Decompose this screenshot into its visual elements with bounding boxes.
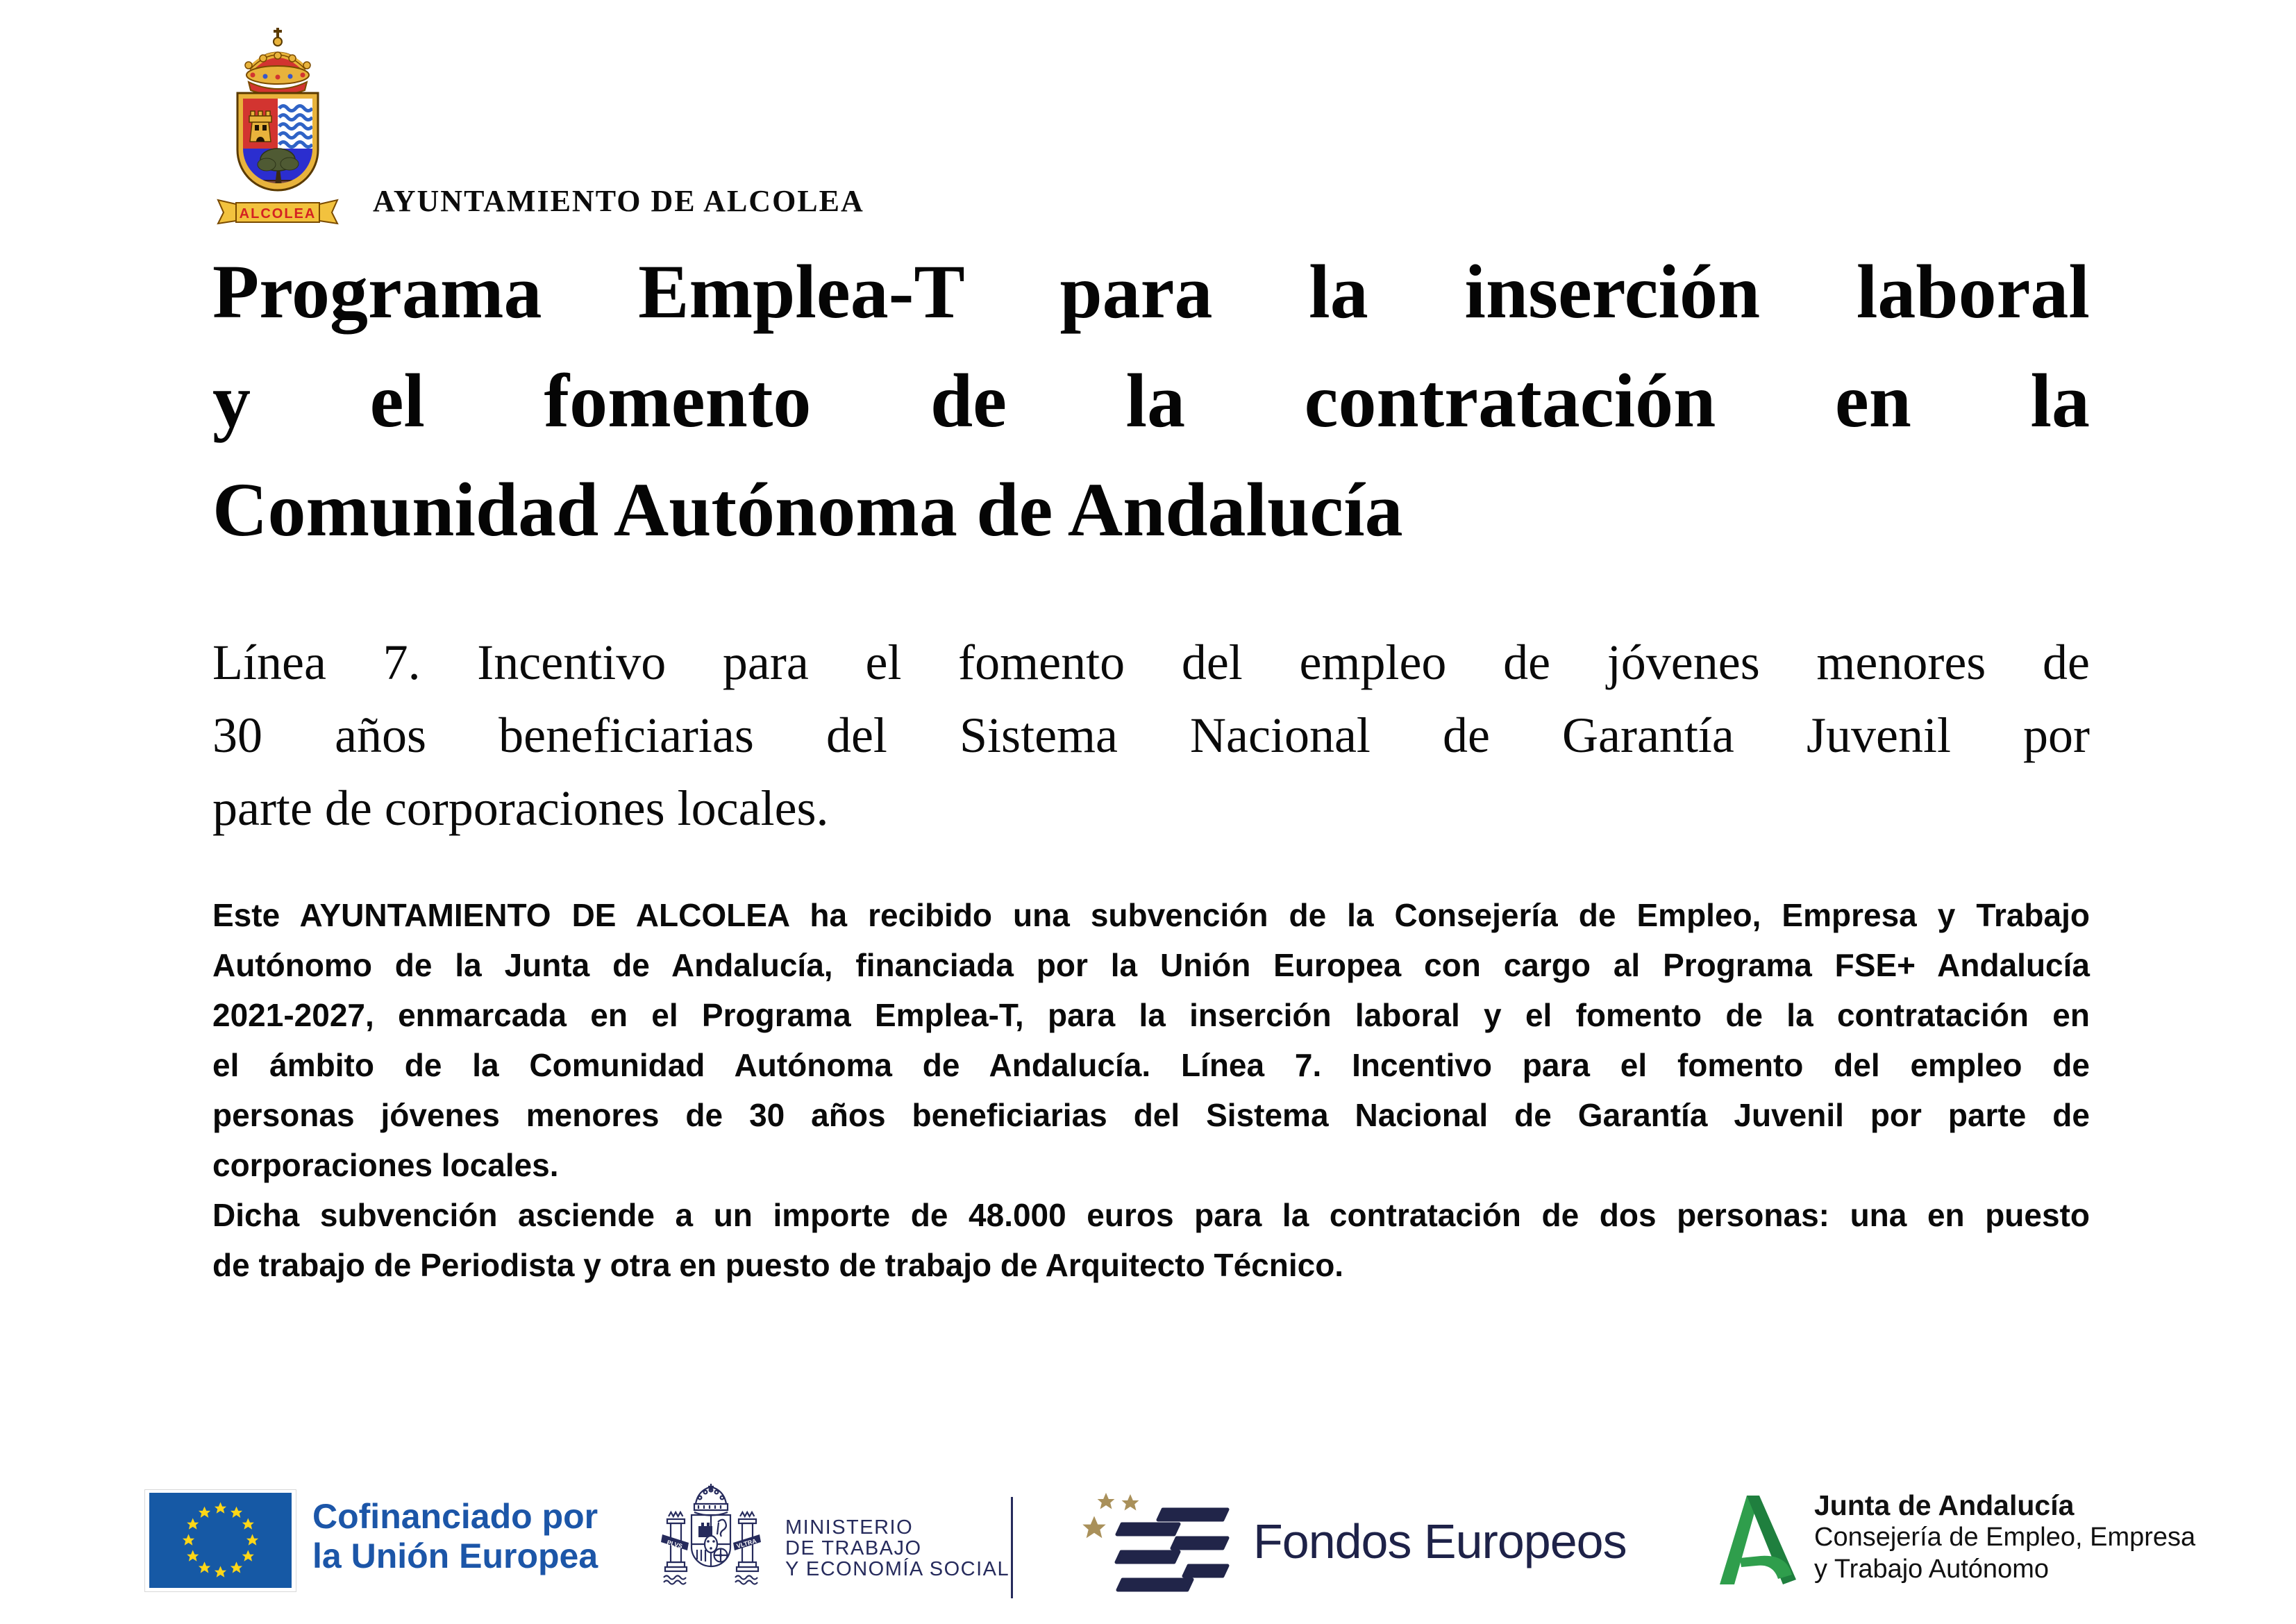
alcolea-coat-of-arms-icon: [208, 25, 347, 226]
subtitle-line: 30 años beneficiarias del Sistema Nacional de Garantía Juvenil por: [212, 708, 2090, 763]
subtitle-line: Línea 7. Incentivo para el fomento del empleo de jóvenes menores de: [212, 635, 2090, 690]
eu-cofinancing-label: [312, 1497, 598, 1576]
body-line: personas jóvenes menores de 30 años beneficiarias del Sistema Nacional de Garantía Juvenil por parte de: [212, 1097, 2090, 1133]
junta-department-line: Consejería de Empleo, Empresa: [1814, 1523, 2196, 1552]
junta-title: Junta de Andalucía: [1814, 1489, 2075, 1521]
title-line: y el fomento de la contratación en la: [212, 358, 2090, 443]
ministry-name: [785, 1517, 1009, 1580]
body-line: Este AYUNTAMIENTO DE ALCOLEA ha recibido una subvención de la Consejería de Empleo, Empresa y Trabajo: [212, 897, 2090, 933]
fondos-europeos-label: Fondos Europeos: [1253, 1514, 1627, 1568]
eu-label-line: Cofinanciado por: [312, 1497, 598, 1536]
body-line: 2021-2027, enmarcada en el Programa Emplea-T, para la inserción laboral y el fomento de la contratación en: [212, 997, 2090, 1033]
pillar-motto-right: VLTRA: [735, 1537, 757, 1550]
body-line: corporaciones locales.: [212, 1147, 559, 1183]
spain-coat-of-arms-icon: [660, 1482, 762, 1593]
title-line: Comunidad Autónoma de Andalucía: [212, 467, 1403, 552]
junta-de-andalucia-logo-icon: [1716, 1493, 1800, 1590]
subtitle: [212, 626, 2090, 845]
junta-department-line: y Trabajo Autónomo: [1814, 1555, 2049, 1584]
ministry-name-line: MINISTERIO: [785, 1516, 914, 1539]
eu-flag-icon: [144, 1489, 296, 1592]
page-title: [212, 237, 2090, 564]
footer-divider: [1011, 1497, 1013, 1598]
eu-label-line: la Unión Europea: [312, 1537, 598, 1575]
fondos-europeos-logo-icon: [1069, 1458, 1236, 1597]
body-line: Dicha subvención asciende a un importe de 48.000 euros para la contratación de dos personas: una en puesto: [212, 1197, 2090, 1233]
crest-banner-text: ALCOLEA: [239, 206, 317, 221]
ministry-name-line: Y ECONOMÍA SOCIAL: [785, 1558, 1010, 1580]
municipality-name: AYUNTAMIENTO DE ALCOLEA: [373, 184, 864, 218]
body-line: de trabajo de Periodista y otra en puesto de trabajo de Arquitecto Técnico.: [212, 1247, 1344, 1283]
subtitle-line: parte de corporaciones locales.: [212, 780, 829, 836]
body-text: [212, 890, 2090, 1290]
body-line: Autónomo de la Junta de Andalucía, financiada por la Unión Europea con cargo al Programa FSE+ Andalucía: [212, 947, 2090, 983]
ministry-name-line: DE TRABAJO: [785, 1537, 922, 1559]
title-line: Programa Emplea-T para la inserción laboral: [212, 249, 2090, 334]
junta-label: [1814, 1489, 2195, 1585]
body-line: el ámbito de la Comunidad Autónoma de Andalucía. Línea 7. Incentivo para el fomento del empleo de: [212, 1047, 2090, 1083]
pillar-motto-left: PLVS: [666, 1539, 684, 1550]
